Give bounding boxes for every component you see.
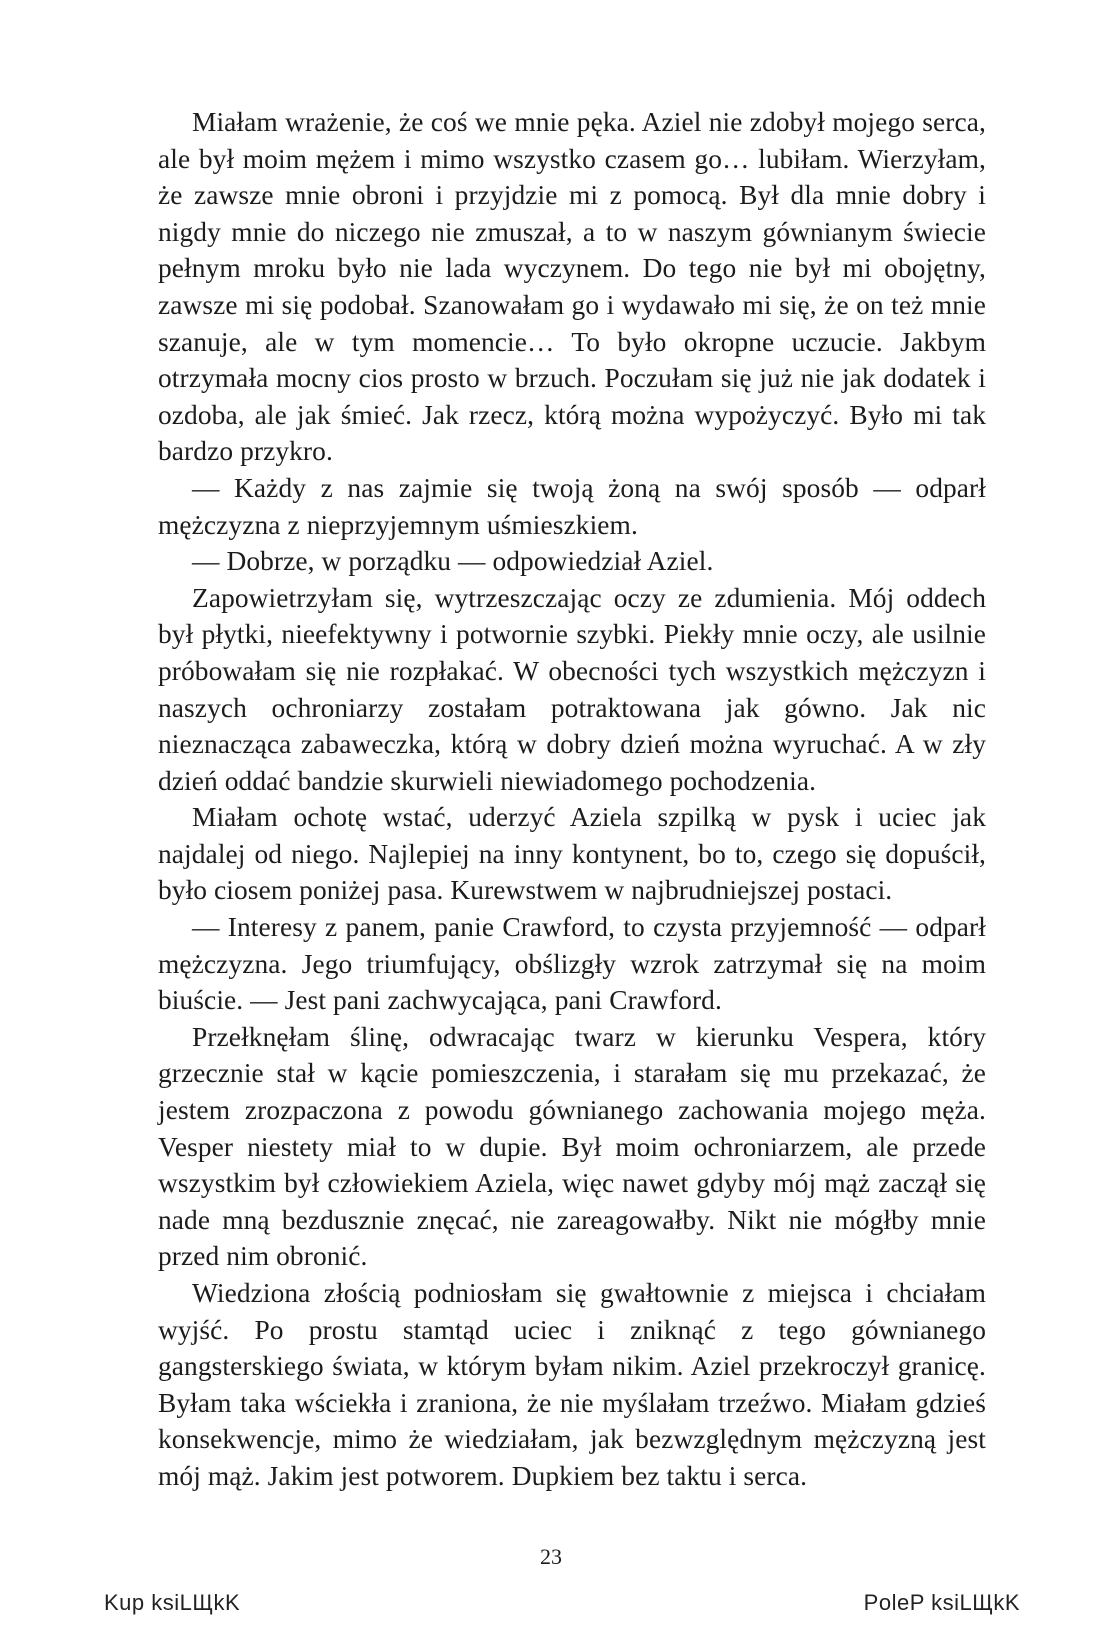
paragraph: Zapowietrzyłam się, wytrzeszczając oczy ze zdumienia. Mój oddech był płytki, nieefektywny i potwornie szybki. Piekły mnie oczy, ale usilnie próbowałam się nie rozpłakać. W obecności tych wszystkich mężczyzn i naszych ochroniarzy zostałam potraktowana jak gówno. Jak nic nieznacząca zabaweczka, którą w dobry dzień można wyruchać. A w zły dzień oddać bandzie skurwieli niewiadomego pochodzenia. (158, 582, 986, 796)
paragraph: Przełknęłam ślinę, odwracając twarz w kierunku Vespera, który grzecznie stał w kącie pomieszczenia, i starałam się mu przekazać, że jestem zrozpaczona z powodu gównianego zachowania mojego męża. Vesper niestety miał to w dupie. Był moim ochroniarzem, ale przede wszystkim był człowiekiem Aziela, więc nawet gdyby mój mąż zaczął się nade mną bezdusznie znęcać, nie zareagowałby. Nikt nie mógłby mnie przed nim obronić. (158, 1021, 986, 1272)
paragraph: Wiedziona złością podniosłam się gwałtownie z miejsca i chciałam wyjść. Po prostu stamtąd uciec i zniknąć z tego gównianego gangsterskiego świata, w którym byłam nikim. Aziel przekroczył granicę. Byłam taka wściekła i zraniona, że nie myślałam trzeźwo. Miałam gdzieś konsekwencje, mimo że wiedziałam, jak bezwzględnym mężczyzną jest mój mąż. Jakim jest potworem. Dupkiem bez taktu i serca. (158, 1278, 986, 1491)
paragraph: Miałam wrażenie, że coś we mnie pęka. Aziel nie zdobył mojego serca, ale był moim mężem i mimo wszystko czasem go… lubiłam. Wierzyłam, że zawsze mnie obroni i przyjdzie mi z pomocą. Był dla mnie dobry i nigdy mnie do niczego nie zmuszał, a to w naszym gównianym świecie pełnym mroku było nie lada wyczynem. Do tego nie był mi obojętny, zawsze mi się podobał. Szanowałam go i wydawało mi się, że on też mnie szanuje, ale w tym momencie… To było okropne uczucie. Jakbym otrzymała mocny cios prosto w brzuch. Poczułam się już nie jak dodatek i ozdoba, ale jak śmieć. Jak rzecz, którą można wypożyczyć. Było mi tak bardzo przykro. (158, 107, 986, 467)
paragraph: — Dobrze, w porządku — odpowiedział Aziel. (192, 546, 714, 577)
page-number: 23 (540, 1544, 562, 1569)
paragraph: — Interesy z panem, panie Crawford, to czysta przyjemność — odparł mężczyzna. Jego triumfujący, obślizgły wzrok zatrzymał się na moim biuście. — Jest pani zachwycająca, pani Crawford. (158, 912, 986, 1016)
footer-buy-book-link[interactable]: Kup ksiLЩkK (104, 1590, 241, 1615)
page-body (158, 104, 986, 1495)
paragraph: Miałam ochotę wstać, uderzyć Aziela szpilką w pysk i uciec jak najdalej od niego. Najlepiej na inny kontynent, bo to, czego się dopuścił, było ciosem poniżej pasa. Kurewstwem w najbrudniejszej postaci. (158, 802, 986, 906)
footer-recommend-book-link[interactable]: PoleP ksiLЩkK (863, 1590, 1020, 1615)
paragraph: — Każdy z nas zajmie się twoją żoną na swój sposób — odparł mężczyzna z nieprzyjemnym uśmieszkiem. (158, 472, 986, 540)
